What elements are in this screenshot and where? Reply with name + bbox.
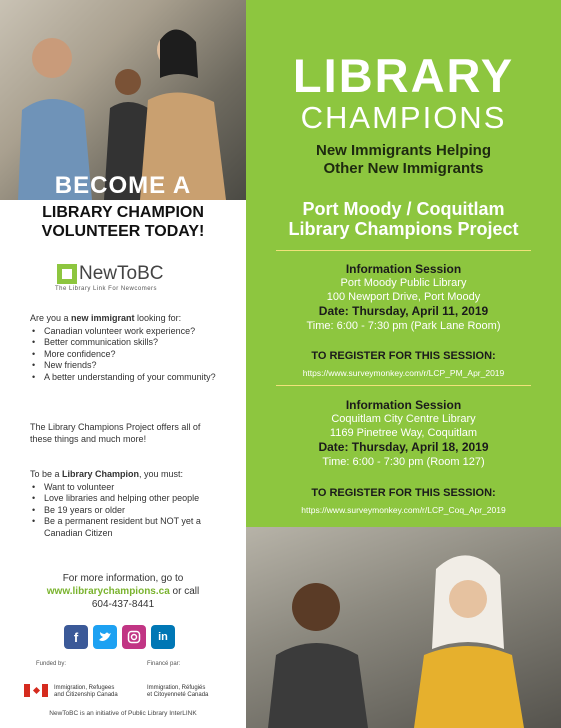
session-date: Date: Thursday, April 18, 2019 <box>318 440 489 454</box>
become-line-3: VOLUNTEER TODAY! <box>41 223 205 240</box>
session-venue: Coquitlam City Centre Library <box>331 413 476 425</box>
newtobc-logo-text: NewToBC <box>79 263 164 284</box>
list-item: • A better understanding of your community? <box>30 372 220 384</box>
requirements-list <box>30 482 220 540</box>
footer-text: NewToBC is an initiative of Public Library InterLINK <box>49 710 197 717</box>
intro-prefix: Are you a <box>30 313 72 323</box>
session-address: 100 Newport Drive, Port Moody <box>326 291 481 303</box>
instagram-icon[interactable] <box>122 625 146 649</box>
register-url[interactable]: https://www.surveymonkey.com/r/LCP_Coq_Apr_2019 <box>301 505 506 515</box>
facebook-icon[interactable]: f <box>64 625 88 649</box>
list-item: • More confidence? <box>30 349 220 361</box>
more-info-mid: or call <box>169 586 200 597</box>
session-venue: Port Moody Public Library <box>340 277 467 289</box>
title-champions: CHAMPIONS <box>300 100 507 135</box>
more-info-line2 <box>0 585 246 598</box>
session-time: Time: 6:00 - 7:30 pm (Room 127) <box>322 456 485 468</box>
list-item: • New friends? <box>30 360 220 372</box>
session-date: Date: Thursday, April 11, 2019 <box>318 304 489 318</box>
linkedin-icon[interactable]: in <box>151 625 175 649</box>
green-info-panel <box>246 0 561 527</box>
newtobc-logo <box>55 264 195 298</box>
tagline-line2: Other New Immigrants <box>323 160 484 177</box>
list-item: • Love libraries and helping other people <box>30 493 220 505</box>
photo-volunteers-group <box>0 0 246 200</box>
intro-line <box>30 313 220 325</box>
list-item: • Want to volunteer <box>30 482 220 494</box>
divider <box>276 250 531 251</box>
intro-suffix: looking for: <box>134 313 182 323</box>
offers-text: The Library Champions Project offers all of these things and much more! <box>30 422 201 444</box>
requirements-block <box>30 469 220 539</box>
gov-en-line1: Immigration, Refugees <box>54 685 115 691</box>
become-subheadline <box>0 203 246 241</box>
tagline <box>246 142 561 178</box>
gov-en-line2: and Citizenship Canada <box>54 692 118 698</box>
social-icons <box>64 625 184 651</box>
session-heading: Information Session <box>345 262 462 276</box>
gov-fr <box>147 685 208 699</box>
session-time: Time: 6:00 - 7:30 pm (Park Lane Room) <box>306 320 501 332</box>
gov-fr-line2: et Citoyenneté Canada <box>147 692 209 698</box>
session-coquitlam <box>246 398 561 469</box>
funded-by-label: Funded by: <box>36 661 67 667</box>
must-line <box>30 469 220 481</box>
list-item: • Canadian volunteer work experience? <box>30 326 220 338</box>
photo-illustration-bottom <box>246 527 561 728</box>
gov-en <box>54 685 118 699</box>
website-link[interactable]: www.librarychampions.ca <box>46 586 170 597</box>
title-library: LIBRARY <box>292 49 515 102</box>
project-line1: Port Moody / Coquitlam <box>302 199 505 219</box>
project-line2: Library Champions Project <box>288 219 519 239</box>
list-item: • Be 19 years or older <box>30 505 220 517</box>
twitter-bird-icon <box>98 631 112 643</box>
session-port-moody <box>246 262 561 333</box>
twitter-icon[interactable] <box>93 625 117 649</box>
register-coquitlam <box>246 486 561 517</box>
divider <box>276 385 531 386</box>
phone-number: 604-437-8441 <box>91 599 155 610</box>
newtobc-logo-subtitle: The Library Link For Newcomers <box>55 286 158 292</box>
register-heading: TO REGISTER FOR THIS SESSION: <box>311 350 496 362</box>
more-info <box>0 572 246 611</box>
tagline-line1: New Immigrants Helping <box>315 142 492 159</box>
looking-for-block <box>30 313 220 383</box>
register-port-moody <box>246 349 561 380</box>
session-heading: Information Session <box>345 398 462 412</box>
finance-par-label: Financé par: <box>147 661 181 667</box>
photo-volunteers-pair <box>246 527 561 728</box>
must-suffix: , you must: <box>139 469 184 479</box>
more-info-line1: For more information, go to <box>62 573 184 584</box>
register-url[interactable]: https://www.surveymonkey.com/r/LCP_PM_Apr_2019 <box>302 368 505 378</box>
become-headline: BECOME A <box>54 172 192 199</box>
intro-bold: new immigrant <box>71 313 135 323</box>
must-bold: Library Champion <box>62 469 140 479</box>
photo-illustration-top <box>0 0 246 200</box>
list-item: • Better communication skills? <box>30 337 220 349</box>
looking-for-list <box>30 326 220 384</box>
instagram-camera-icon <box>127 630 141 644</box>
newtobc-logo-mark-icon <box>57 264 77 284</box>
list-item: • Be a permanent resident but NOT yet a Canadian Citizen <box>30 516 220 539</box>
register-heading: TO REGISTER FOR THIS SESSION: <box>311 487 496 499</box>
session-address: 1169 Pinetree Way, Coquitlam <box>329 427 478 439</box>
become-line-2: LIBRARY CHAMPION <box>42 204 204 221</box>
must-prefix: To be a <box>30 469 63 479</box>
gov-fr-line1: Immigration, Réfugiés <box>147 685 206 691</box>
